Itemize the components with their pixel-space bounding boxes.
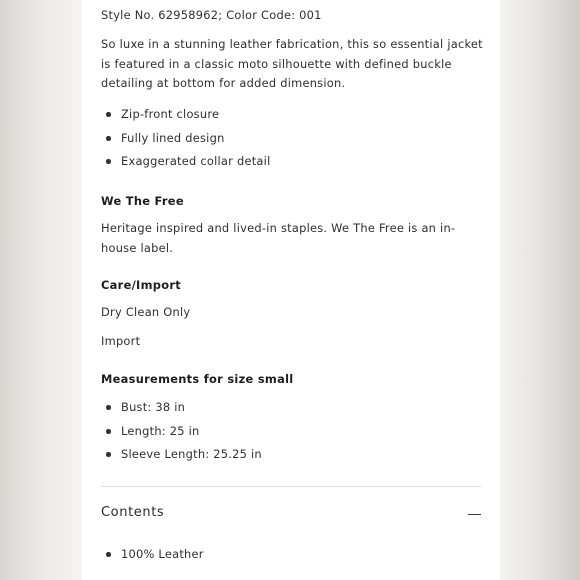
feature-label: Exaggerated collar detail — [121, 154, 271, 168]
contents-accordion-title[interactable]: Contents — [101, 505, 165, 520]
measurements-heading: Measurements for size small — [101, 372, 294, 386]
minus-icon[interactable] — [468, 509, 482, 521]
minus-icon-bar — [468, 514, 481, 515]
brand-description: Heritage inspired and lived-in staples. We The Free is an in-house label. — [101, 221, 456, 255]
origin-label: Import — [101, 334, 141, 348]
bullet-icon — [106, 452, 111, 457]
bullet-icon — [106, 429, 111, 434]
feature-label: Fully lined design — [121, 131, 225, 145]
care-instruction: Dry Clean Only — [101, 305, 191, 319]
measurement-label: Length: 25 in — [121, 424, 200, 438]
bullet-icon — [106, 112, 111, 117]
bullet-icon — [106, 405, 111, 410]
product-details-panel — [82, 0, 500, 580]
background-left — [0, 0, 82, 580]
care-heading: Care/Import — [101, 278, 181, 292]
measurement-label: Bust: 38 in — [121, 400, 186, 414]
measurement-label: Sleeve Length: 25.25 in — [121, 447, 262, 461]
background-right — [500, 0, 580, 580]
bullet-icon — [106, 136, 111, 141]
style-number: Style No. 62958962; Color Code: 001 — [101, 8, 322, 22]
feature-label: Zip-front closure — [121, 107, 220, 121]
product-description: So luxe in a stunning leather fabrication, this so essential jacket is featured in a classic moto silhouette with defined buckle detailing at bottom for added dimension. — [101, 37, 483, 90]
contents-label: 100% Leather — [121, 547, 204, 561]
bullet-icon — [106, 552, 111, 557]
section-divider — [101, 486, 481, 487]
bullet-icon — [106, 159, 111, 164]
brand-heading: We The Free — [101, 194, 184, 208]
